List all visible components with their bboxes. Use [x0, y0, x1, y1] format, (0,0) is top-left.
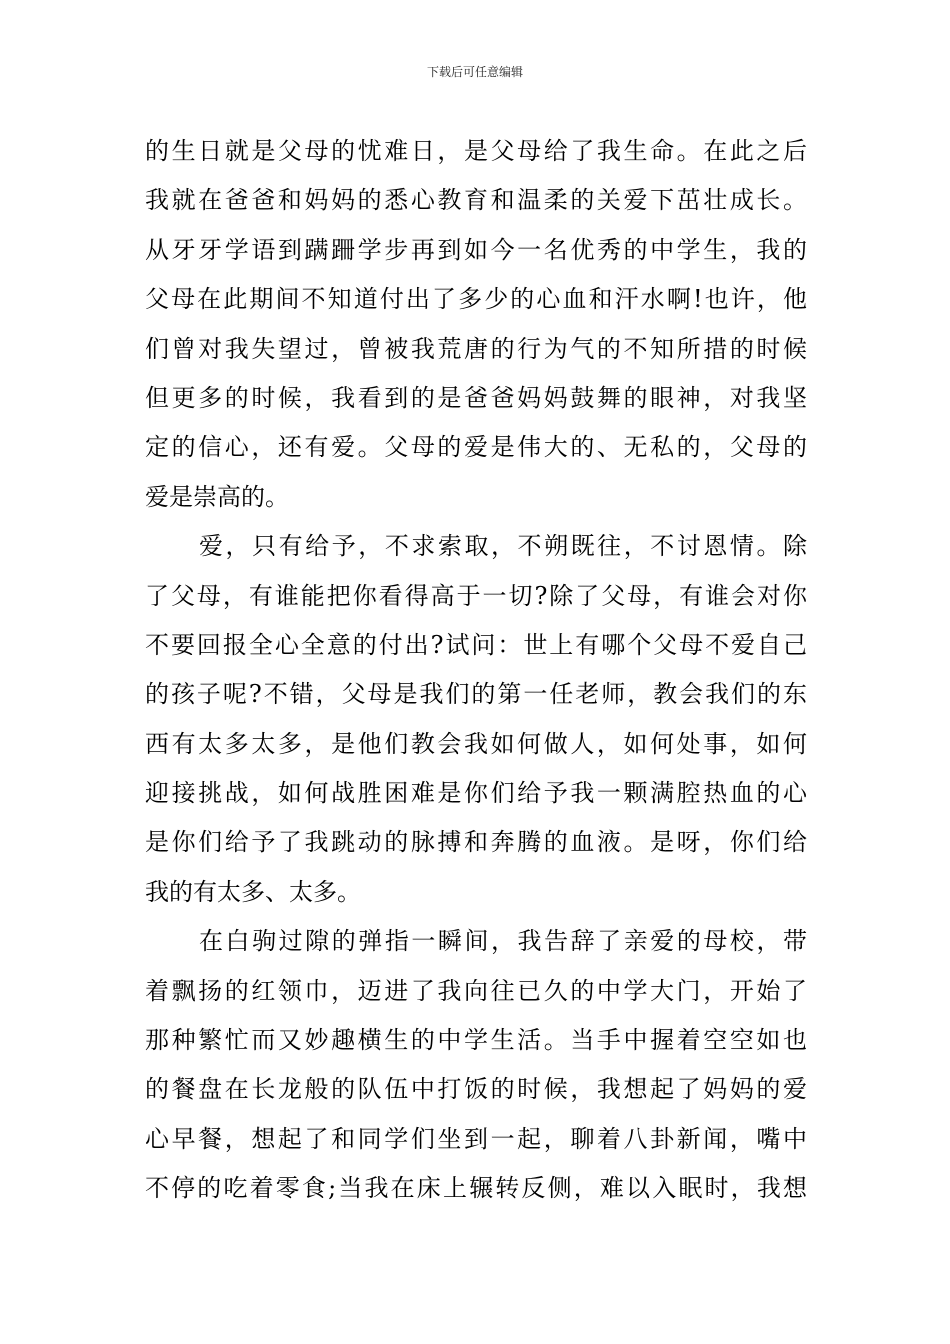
paragraph-start-line: 在白驹过隙的弹指一瞬间，我告辞了亲爱的母校，带: [199, 927, 807, 956]
text-line: 爱是崇高的。: [145, 482, 289, 511]
text-line: 那种繁忙而又妙趣横生的中学生活。当手中握着空空如也: [145, 1026, 807, 1055]
text-line: 的餐盘在长龙般的队伍中打饭的时候，我想起了妈妈的爱: [145, 1075, 807, 1104]
text-line: 我就在爸爸和妈妈的悉心教育和温柔的关爱下茁壮成长。: [145, 186, 807, 215]
text-line: 我的有太多、太多。: [145, 877, 361, 906]
text-line: 的生日就是父母的忧难日，是父母给了我生命。在此之后: [145, 137, 807, 165]
text-line: 定的信心，还有爱。父母的爱是伟大的、无私的，父母的: [145, 433, 807, 462]
document-body: [145, 127, 807, 1214]
text-line: 的孩子呢?不错，父母是我们的第一任老师，教会我们的东: [145, 680, 807, 709]
text-line: 从牙牙学语到蹒跚学步再到如今一名优秀的中学生，我的: [145, 235, 807, 264]
text-line: 着飘扬的红领巾，迈进了我向往已久的中学大门，开始了: [145, 976, 807, 1005]
text-line: 西有太多太多，是他们教会我如何做人，如何处事，如何: [145, 729, 807, 758]
text-line: 是你们给予了我跳动的脉搏和奔腾的血液。是呀，你们给: [145, 828, 807, 857]
paragraph-start-line: 爱，只有给予，不求索取，不朔既往，不讨恩情。除: [199, 532, 807, 561]
text-line: 不要回报全心全意的付出?试问：世上有哪个父母不爱自己: [145, 630, 807, 659]
text-line: 心早餐，想起了和同学们坐到一起，聊着八卦新闻，嘴中: [145, 1124, 807, 1153]
page-header: 下载后可任意编辑: [426, 65, 523, 79]
text-line: 了父母，有谁能把你看得高于一切?除了父母，有谁会对你: [145, 581, 807, 610]
text-line: 不停的吃着零食;当我在床上辗转反侧，难以入眠时，我想: [145, 1174, 807, 1203]
text-line: 们曾对我失望过，曾被我荒唐的行为气的不知所措的时候: [145, 334, 807, 363]
text-line: 迎接挑战，如何战胜困难是你们给予我一颗满腔热血的心: [145, 779, 807, 808]
text-line: 父母在此期间不知道付出了多少的心血和汗水啊!也许，他: [145, 285, 807, 314]
text-line: 但更多的时候，我看到的是爸爸妈妈鼓舞的眼神，对我坚: [145, 383, 807, 412]
